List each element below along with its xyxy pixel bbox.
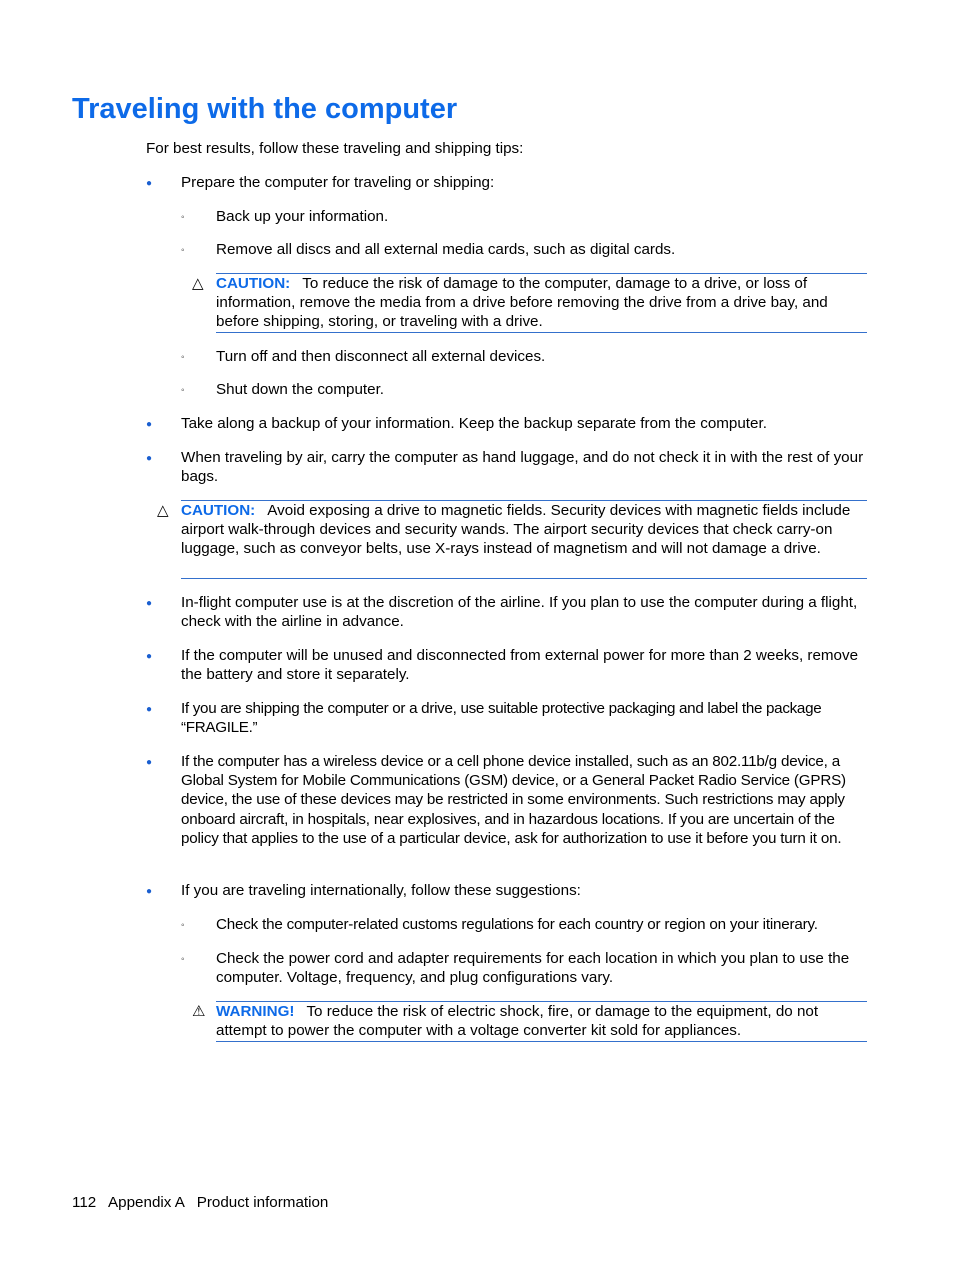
bullet-item-in-flight: In-flight computer use is at the discretion of the airline. If you plan to use the computer during a flight, check with the airline in advance.	[181, 594, 858, 631]
bullet-icon: ●	[146, 704, 153, 715]
bullet-icon: ●	[146, 886, 153, 897]
sub-item-shutdown: Shut down the computer.	[216, 381, 385, 398]
sub-bullet-icon: ◦	[181, 954, 185, 965]
bullet-icon: ●	[146, 178, 153, 189]
warning-text: To reduce the risk of electric shock, fire, or damage to the equipment, do not attempt to power the computer with a voltage converter kit sold for appliances.	[216, 1003, 819, 1040]
bullet-item-wireless: If the computer has a wireless device or a cell phone device installed, such as an 802.11b/g device, a Global System for Mobile Communications (GSM) device, or a General Packet Radio Service (GPRS) device, the use of these devices may be restricted in some environments. Such restrictions may apply onboard aircraft, in hospitals, near explosives, and in hazardous locations. If you are uncertain of the policy that applies to the use of a particular device, ask for authorization to use it before you turn it on.	[181, 753, 846, 847]
bullet-item-shipping: If you are shipping the computer or a drive, use suitable protective packaging and label the package “FRAGILE.”	[181, 700, 822, 737]
caution-text: Avoid exposing a drive to magnetic fields. Security devices with magnetic fields include airport walk-through devices and security wands. The airport security devices that check carry-on luggage, such as conveyor belts, use X-rays instead of magnetism and will not damage a drive.	[181, 502, 851, 558]
page-footer: 112 Appendix A Product information	[72, 1194, 329, 1211]
warning-note-voltage	[216, 1001, 867, 1042]
caution-icon: △	[157, 502, 169, 519]
sub-item-disconnect: Turn off and then disconnect all external devices.	[216, 348, 546, 365]
bullet-item-battery: If the computer will be unused and disconnected from external power for more than 2 weeks, remove the battery and store it separately.	[181, 647, 859, 684]
caution-text: To reduce the risk of damage to the computer, damage to a drive, or loss of information, remove the media from a drive before removing the drive from a drive bay, and before shipping, storing, or traveling with a drive.	[216, 275, 828, 331]
bullet-icon: ●	[146, 419, 153, 430]
sub-item-remove-discs: Remove all discs and all external media cards, such as digital cards.	[216, 241, 676, 258]
bullet-icon: ●	[146, 598, 153, 609]
bullet-icon: ●	[146, 757, 153, 768]
sub-bullet-icon: ◦	[181, 212, 185, 223]
caution-label: CAUTION:	[216, 275, 291, 292]
sub-bullet-icon: ◦	[181, 352, 185, 363]
caution-label: CAUTION:	[181, 502, 256, 519]
sub-bullet-icon: ◦	[181, 245, 185, 256]
sub-item-backup: Back up your information.	[216, 208, 389, 225]
bullet-item-prepare: Prepare the computer for traveling or shipping:	[181, 174, 495, 191]
caution-icon: △	[192, 275, 204, 292]
bullet-icon: ●	[146, 453, 153, 464]
caution-note-magnetic	[181, 500, 867, 579]
sub-bullet-icon: ◦	[181, 920, 185, 931]
page-title: Traveling with the computer	[72, 93, 458, 125]
warning-icon: ⚠	[192, 1003, 206, 1020]
intro-text: For best results, follow these traveling and shipping tips:	[146, 140, 524, 157]
bullet-item-backup: Take along a backup of your information. Keep the backup separate from the computer.	[181, 415, 767, 432]
sub-item-power-cord: Check the power cord and adapter requirements for each location in which you plan to use the computer. Voltage, frequency, and plug configurations vary.	[216, 950, 850, 987]
bullet-item-international: If you are traveling internationally, follow these suggestions:	[181, 882, 581, 899]
bullet-icon: ●	[146, 651, 153, 662]
warning-label: WARNING!	[216, 1003, 295, 1020]
caution-note-drive	[216, 273, 867, 333]
sub-bullet-icon: ◦	[181, 385, 185, 396]
sub-item-customs: Check the computer-related customs regulations for each country or region on your itinerary.	[216, 916, 818, 933]
bullet-item-air-travel: When traveling by air, carry the computer as hand luggage, and do not check it in with the rest of your bags.	[181, 449, 864, 486]
